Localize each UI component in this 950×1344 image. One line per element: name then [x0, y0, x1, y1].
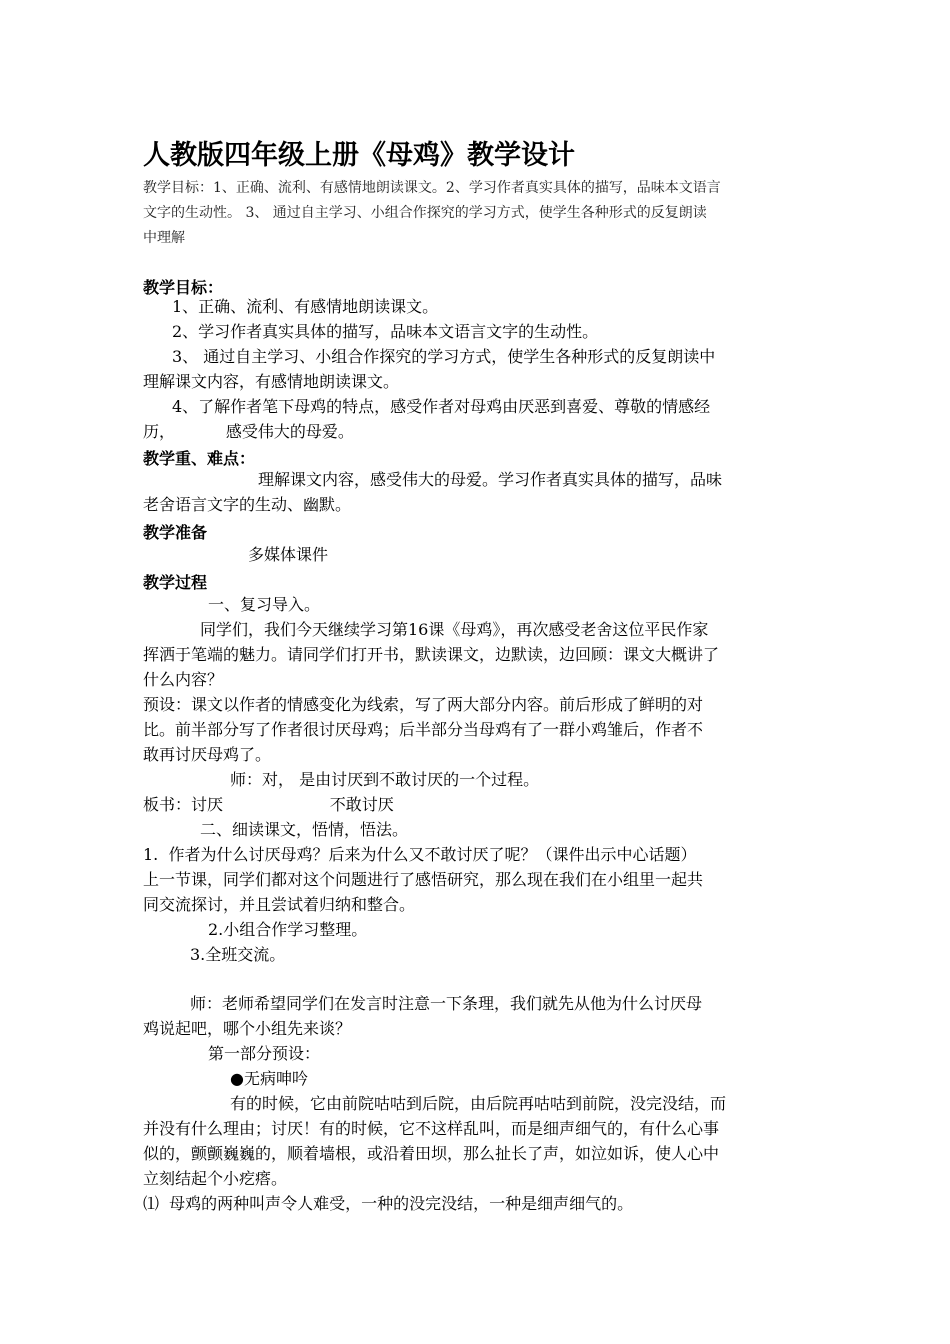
process-line: 并没有什么理由；讨厌！有的时候，它不这样乱叫，而是细声细气的，有什么心事 [143, 1119, 720, 1138]
document-title: 人教版四年级上册《母鸡》教学设计 [143, 140, 575, 171]
process-line: 立刻结起个小疙瘩。 [143, 1169, 288, 1188]
process-line: 一、复习导入。 [208, 595, 321, 614]
summary-line: 教学目标：1、正确、流利、有感情地朗读课文。2、学习作者真实具体的描写，品味本文语言 [143, 180, 721, 196]
summary-line: 中理解 [143, 230, 185, 246]
key-line: 老舍语言文字的生动、幽默。 [143, 495, 352, 514]
goal-item: 3、 通过自主学习、小组合作探究的学习方式，使学生各种形式的反复朗读中 [172, 347, 716, 366]
process-line: 有的时候，它由前院咕咕到后院，由后院再咕咕到前院，没完没结，而 [230, 1094, 727, 1113]
process-line: 挥洒于笔端的魅力。请同学们打开书，默读课文，边默读，边回顾：课文大概讲了 [143, 645, 720, 664]
goal-item: 理解课文内容，有感情地朗读课文。 [143, 372, 400, 391]
goal-item: 1、正确、流利、有感情地朗读课文。 [172, 297, 439, 316]
process-line: 师：老师希望同学们在发言时注意一下条理，我们就先从他为什么讨厌母 [190, 994, 703, 1013]
summary-line: 文字的生动性。 3、 通过自主学习、小组合作探究的学习方式，使学生各种形式的反复朗读 [143, 205, 707, 221]
prep-text: 多媒体课件 [248, 545, 329, 564]
process-line: 第一部分预设： [208, 1044, 321, 1063]
process-line: ⑴ 母鸡的两种叫声令人难受，一种的没完没结，一种是细声细气的。 [143, 1194, 634, 1213]
process-line: 同交流探讨，并且尝试着归纳和整合。 [143, 895, 416, 914]
process-line: 师：对， 是由讨厌到不敢讨厌的一个过程。 [230, 770, 540, 789]
process-line: 比。前半部分写了作者很讨厌母鸡；后半部分当母鸡有了一群小鸡雏后，作者不 [143, 720, 704, 739]
blackboard-line: 板书：讨厌 不敢讨厌 [143, 795, 394, 814]
process-line: 什么内容？ [143, 670, 224, 689]
key-line: 理解课文内容，感受伟大的母爱。学习作者真实具体的描写，品味 [258, 470, 723, 489]
process-line: 1. 作者为什么讨厌母鸡？后来为什么又不敢讨厌了呢？（课件出示中心话题） [143, 845, 697, 864]
process-line: 上一节课，同学们都对这个问题进行了感悟研究，那么现在我们在小组里一起共 [143, 870, 704, 889]
process-line: 鸡说起吧，哪个小组先来谈？ [143, 1019, 352, 1038]
goal-item: 历， 感受伟大的母爱。 [143, 422, 354, 441]
process-line: ●无病呻吟 [230, 1069, 308, 1088]
process-line: 似的，颤颤巍巍的，顺着墙根，或沿着田坝，那么扯长了声，如泣如诉，使人心中 [143, 1144, 720, 1163]
goals-heading: 教学目标： [143, 278, 224, 297]
key-heading: 教学重、难点： [143, 449, 256, 468]
process-heading: 教学过程 [143, 573, 208, 592]
prep-heading: 教学准备 [143, 523, 208, 542]
process-line: 3.全班交流。 [190, 945, 286, 964]
process-line: 同学们，我们今天继续学习第16课《母鸡》，再次感受老舍这位平民作家 [200, 620, 709, 639]
process-line: 二、细读课文，悟情，悟法。 [200, 820, 409, 839]
process-line: 敢再讨厌母鸡了。 [143, 745, 272, 764]
process-line: 2.小组合作学习整理。 [208, 920, 368, 939]
goal-item: 2、学习作者真实具体的描写，品味本文语言文字的生动性。 [172, 322, 599, 341]
process-line: 预设：课文以作者的情感变化为线索，写了两大部分内容。前后形成了鲜明的对 [143, 695, 704, 714]
goal-item: 4、了解作者笔下母鸡的特点，感受作者对母鸡由厌恶到喜爱、尊敬的情感经 [172, 397, 711, 416]
